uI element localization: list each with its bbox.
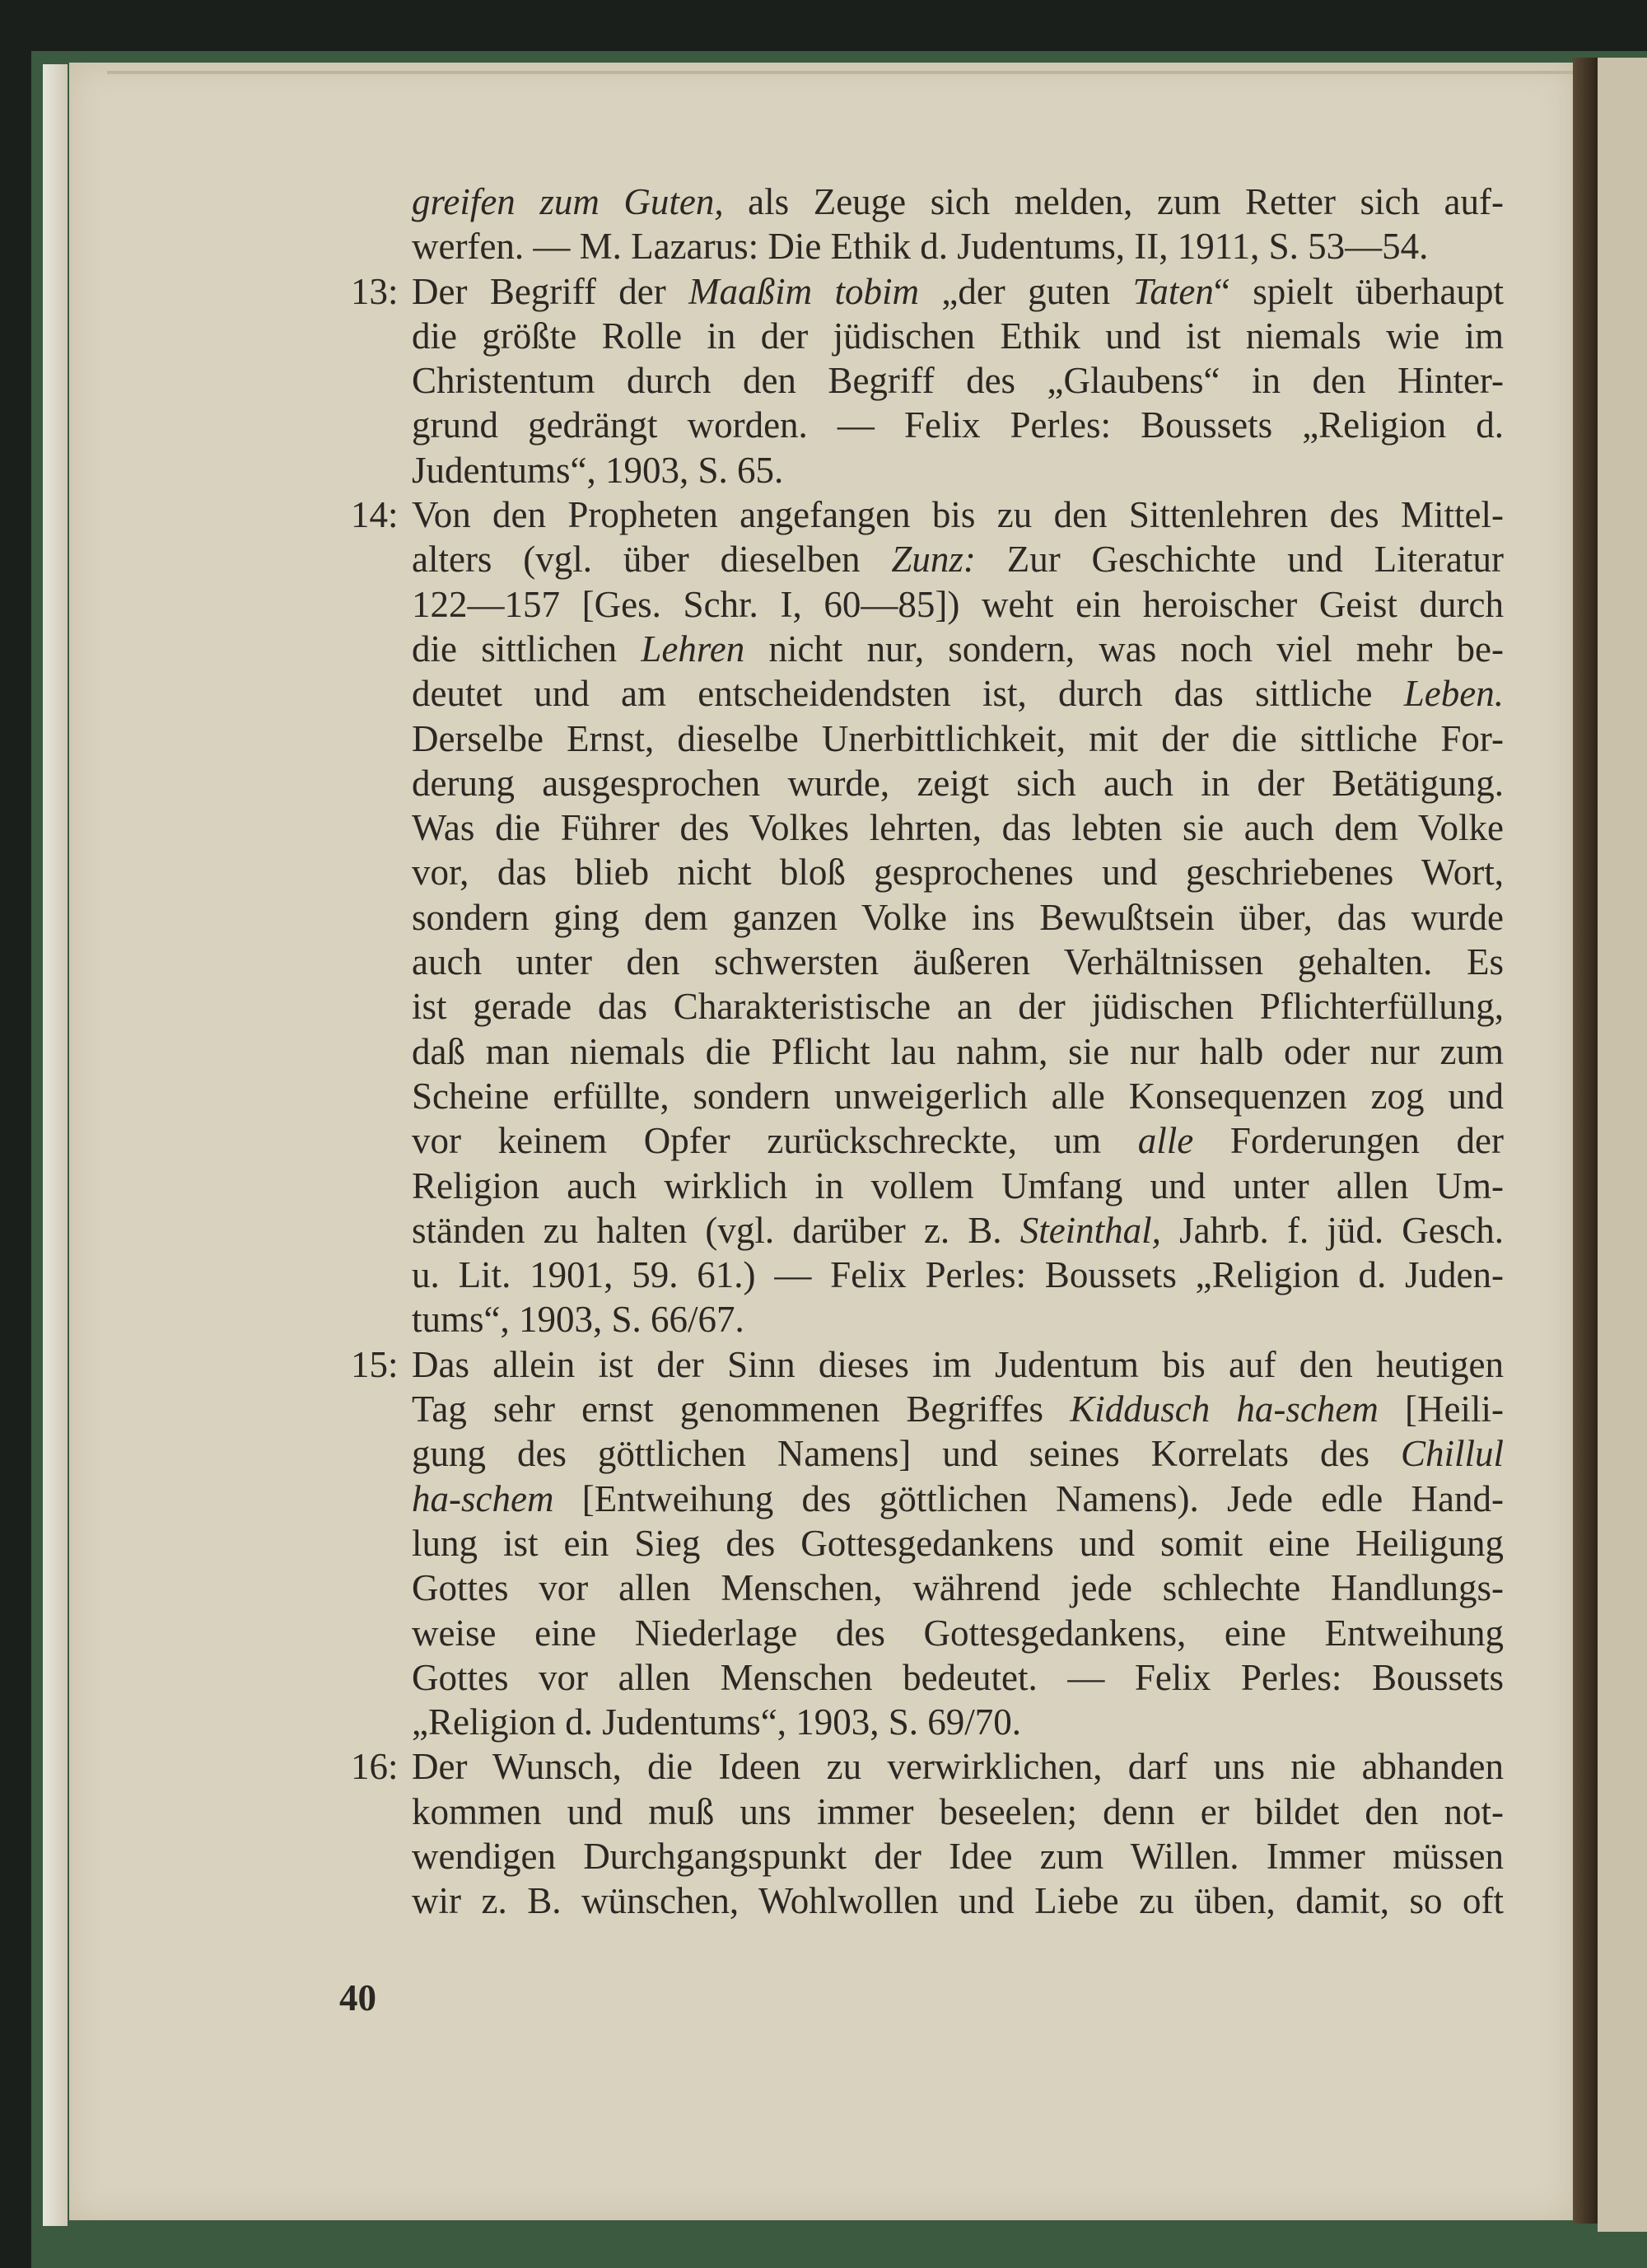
text-line (412, 403, 1504, 447)
text-segment: Was die Führer des Volkes lehrten, das lebten sie auch dem Volke (412, 807, 1504, 849)
text-line (412, 1611, 1504, 1655)
text-line (351, 492, 1504, 537)
text-segment: wendigen Durchgangspunkt der Idee zum Willen. Immer müssen (412, 1835, 1504, 1877)
italic-text: Chillul (1400, 1433, 1504, 1475)
text-segment: tums“, 1903, S. 66/67. (412, 1299, 744, 1341)
text-line (412, 1253, 1504, 1297)
text-segment: Jahrb. f. jüd. Gesch. (1160, 1209, 1504, 1251)
page-edge-line (107, 71, 1573, 74)
text-line (412, 984, 1504, 1029)
text-line (412, 448, 1504, 492)
text-line (412, 537, 1504, 581)
text-segment: u. Lit. 1901, 59. 61.) — Felix Perles: Boussets „Religion d. Juden- (412, 1254, 1504, 1296)
italic-text: Steinthal, (1019, 1209, 1161, 1251)
text-segment: ständen zu halten (vgl. darüber z. B. (412, 1209, 1020, 1251)
text-segment: [Entweihung des göttlichen Namens). Jede edle Hand- (553, 1477, 1504, 1519)
text-segment: kommen und muß uns immer beseelen; denn er bildet den not- (412, 1790, 1504, 1832)
text-segment: Gottes vor allen Menschen bedeutet. — Felix Perles: Boussets (412, 1656, 1504, 1698)
text-segment: Von den Propheten angefangen bis zu den Sittenlehren des Mittel- (412, 494, 1504, 536)
text-segment: [Heili- (1378, 1388, 1505, 1430)
italic-text: Lehren (641, 628, 745, 670)
text-segment: Das allein ist der Sinn dieses im Judentum bis auf den heutigen (412, 1343, 1504, 1385)
text-line (412, 1655, 1504, 1700)
text-line (412, 1387, 1504, 1431)
text-segment: Zur Geschichte und Literatur (975, 539, 1504, 581)
italic-text: greifen zum Guten, (412, 181, 724, 222)
text-segment: nicht nur, sondern, was noch viel mehr be- (744, 628, 1504, 670)
text-line (412, 627, 1504, 671)
text-line (412, 1790, 1504, 1834)
text-segment: die größte Rolle in der jüdischen Ethik und ist niemals wie im (412, 315, 1504, 357)
text-line (412, 1700, 1504, 1744)
text-segment: vor, das blieb nicht bloß gesprochenes und geschriebenes Wort, (412, 852, 1504, 894)
text-segment: Tag sehr ernst genommenen Begriffes (412, 1388, 1071, 1430)
text-line (412, 1878, 1504, 1923)
text-segment: weise eine Niederlage des Gottesgedankens, eine Entweihung (412, 1612, 1504, 1654)
text-segment: gung des göttlichen Namens] und seines Korrelats des (412, 1433, 1401, 1475)
text-line (412, 716, 1504, 761)
text-segment: Scheine erfüllte, sondern unweigerlich alle Konsequenzen zog und (412, 1075, 1504, 1117)
text-segment: daß man niemals die Pflicht lau nahm, sie nur halb oder nur zum (412, 1030, 1504, 1072)
text-segment: Derselbe Ernst, dieselbe Unerbittlichkeit, mit der die sittliche For- (412, 717, 1504, 759)
footnote-number: 14: (351, 494, 399, 536)
text-segment: lung ist ein Sieg des Gottesgedankens und somit eine Heiligung (412, 1522, 1504, 1564)
text-line (412, 1477, 1504, 1521)
footnotes-body (351, 180, 1505, 1924)
book-gutter-shadow (1573, 58, 1598, 2224)
text-line (412, 1566, 1504, 1610)
text-segment: als Zeuge sich melden, zum Retter sich auf- (723, 181, 1504, 222)
text-line (412, 761, 1504, 805)
text-segment: alters (vgl. über dieselben (412, 539, 892, 581)
text-line (351, 269, 1504, 314)
text-line (412, 671, 1504, 716)
italic-text: ha-schem (412, 1477, 554, 1519)
italic-text: Zunz: (891, 539, 976, 581)
text-line (412, 1297, 1504, 1342)
text-line (351, 1342, 1504, 1387)
text-line (412, 1164, 1504, 1208)
footnote-number: 15: (351, 1343, 399, 1385)
next-page-edge (1598, 58, 1647, 2232)
text-segment: grund gedrängt worden. — Felix Perles: Boussets „Religion d. (412, 404, 1504, 446)
text-segment: Der Wunsch, die Ideen zu verwirklichen, darf uns nie abhanden (412, 1746, 1504, 1788)
footnote-number: 16: (351, 1746, 399, 1788)
text-segment: sondern ging dem ganzen Volke ins Bewußtsein über, das wurde (412, 896, 1504, 938)
text-line (412, 180, 1504, 224)
text-segment: Religion auch wirklich in vollem Umfang und unter allen Um- (412, 1164, 1504, 1206)
italic-text: Leben. (1403, 673, 1504, 715)
italic-text: Taten (1132, 270, 1214, 312)
text-segment: werfen. — M. Lazarus: Die Ethik d. Judentums, II, 1911, S. 53—54. (412, 226, 1429, 268)
text-line (351, 1744, 1504, 1789)
text-line (412, 1431, 1504, 1476)
text-segment: auch unter den schwersten äußeren Verhältnissen gehalten. Es (412, 941, 1504, 983)
text-line (412, 805, 1504, 850)
text-segment: „Religion d. Judentums“, 1903, S. 69/70. (412, 1701, 1021, 1743)
italic-text: alle (1137, 1120, 1194, 1162)
text-line (412, 582, 1504, 627)
text-line (412, 1118, 1504, 1163)
text-segment: 122—157 [Ges. Schr. I, 60—85]) weht ein heroischer Geist durch (412, 583, 1504, 625)
text-line (412, 314, 1504, 358)
text-line (412, 1521, 1504, 1566)
text-line (412, 224, 1504, 268)
text-segment: ist gerade das Charakteristische an der jüdischen Pflichterfüllung, (412, 986, 1504, 1028)
text-segment: derung ausgesprochen wurde, zeigt sich auch in der Betätigung. (412, 762, 1504, 804)
footnote-number: 13: (351, 270, 399, 312)
page-edges (43, 64, 68, 2226)
text-segment: “ spielt überhaupt (1213, 270, 1504, 312)
text-line (412, 1208, 1504, 1253)
text-line (412, 1834, 1504, 1878)
text-segment: „der guten (919, 270, 1133, 312)
text-segment: Gottes vor allen Menschen, während jede schlechte Handlungs- (412, 1567, 1504, 1609)
text-segment: Judentums“, 1903, S. 65. (412, 449, 784, 491)
text-segment: vor keinem Opfer zurückschreckte, um (412, 1120, 1138, 1162)
text-line (412, 1029, 1504, 1074)
text-line (412, 940, 1504, 984)
text-segment: deutet und am entscheidendsten ist, durch das sittliche (412, 673, 1404, 715)
text-segment: Der Begriff der (412, 270, 689, 312)
text-segment: wir z. B. wünschen, Wohlwollen und Liebe zu üben, damit, so oft (412, 1880, 1504, 1922)
text-segment: Christentum durch den Begriff des „Glaubens“ in den Hinter- (412, 360, 1504, 402)
page-number: 40 (339, 1977, 376, 2018)
italic-text: Kiddusch ha-schem (1070, 1388, 1379, 1430)
text-line (412, 358, 1504, 403)
text-segment: Forderungen der (1193, 1120, 1504, 1162)
italic-text: Maaßim tobim (688, 270, 919, 312)
text-line (412, 895, 1504, 940)
text-line (412, 850, 1504, 894)
text-line (412, 1074, 1504, 1118)
text-segment: die sittlichen (412, 628, 642, 670)
